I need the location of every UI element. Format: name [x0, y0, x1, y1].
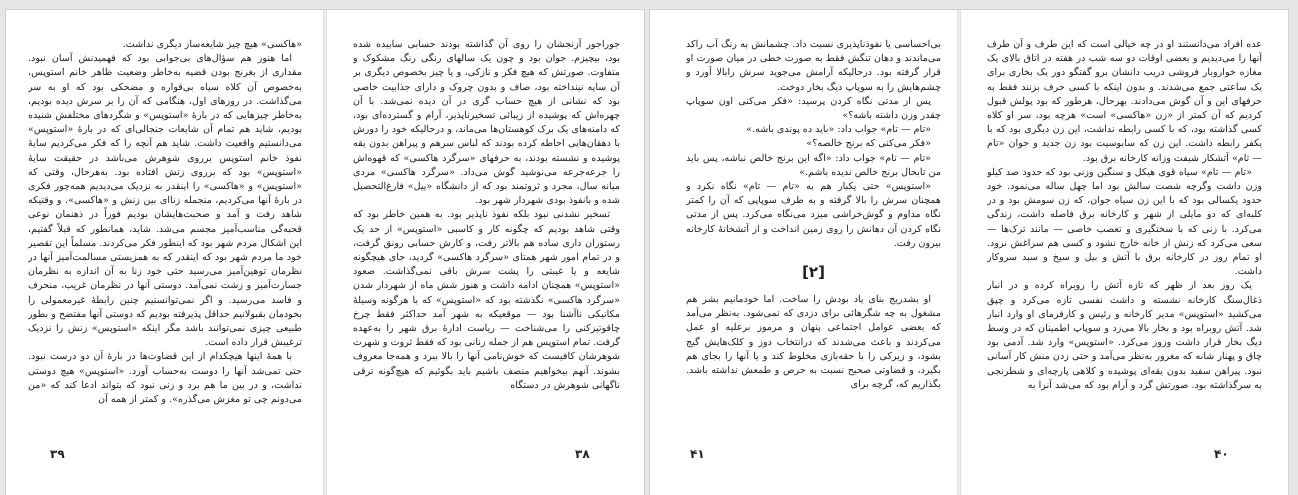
paragraph: اما هنوز هم سؤال‌های بی‌جوابی بود که فهمیدنش آسان نبود. مقداری از بغرنج بودن قضیه به‌خاطر وضعیت ظاهر خانم استوپس، به‌خصوص آن کلاه سیاه بی‌قواره و مضحکی بود که او به سر می‌گذاشت. در روزهای اول، هنگامی که آن را بر سرش دیده بودیم، به‌خاطر چیزهایی که در بارهٔ «استوپس» و شگردهای مختلفش شنیده بودیم، شاید هم تمام آن شایعات جنجالی‌ای که در بارهٔ «استوپس» می‌دانستیم واقعیت داشت. شاید هم آنچه را که فکر می‌کردیم سایهٔ نفوذ خانم استوپس برروی شوهرش می‌باشد در حقیقت سایهٔ «استوپس» بود که برروی زنش افتاده بود. به‌هرحال، وقتی که «استوپس» و «هاکسی» را اینقدر به نزدیک می‌دیدیم همه‌چور فکری در بارهٔ آنها می‌کردیم، منجمله زناای بین زنش و «هاکسی». و وقتیکه شاهد رفت و آمد و صحبت‌هایشان بودیم فوراً در ذهنمان نوعی قحبه‌گی مناسب‌آمیز مجسم می‌شد. شاید، همانطور که قبلاً گفتیم، این اشکال مردم شهر بود که اینطور فکر می‌کردند. مسلماً این تقصیر خود ما مردم شهر بود که اینقدر که به همزیستی مسالمت‌آمیز آنها در نظرمان توهین‌آمیز می‌رسید حتی خود زنا به آن اندازه به نظرمان جسارت‌آمیز و زشت نمی‌آمد. دوستی آنها در نظرمان غریب، منحرف و فاسد می‌رسید. و اگر نمی‌توانستیم چنین رابطهٔ غیرمعمولی را بخودمان بقبولانیم حداقل پذیرفته بودیم که دوستی آنها مفتضح و بطور طبیعی چیزی نمی‌توانند باشد مگر اینکه «استوپس» زنش را نزدیک ترغیبش قرار داده است.: [28, 53, 302, 349]
paragraph: تسخیر نشدنی نبود بلکه نفوذ ناپذیر بود. به همین خاطر بود که وقتی شاهد بودیم که چگونه کار و کاسبی «استوپس» از حد یک رستوران داری ساده هم بالاتر رفت، و کارش حسابی رونق گرفت، و در تمام امور شهر همتای «سرگرد هاکسی» گردید، جای هیچگونه شایعه و یا غیبتی را پشت سرش باقی نمی‌گذاشت. صعود «استوپس» همچنان ادامه داشت و هنوز شش ماه از شهردار شدن «سرگرد هاکسی» نگذشته بود که «استوپس» که با هرگونه وسیلهٔ مکانیکی ناآشنا بود — موقعیکه به شهر آمد حداکثر فقط چرخ چاقوتیزکنی را می‌شناخت — ریاست ادارهٔ برق شهر را به‌عهده گرفت. تمام استوپس هم از جمله زنانی بود که فقط ثروت و شهرت شوهرشان کافیست که خوش‌نامی آنها را بالا ببرد و همه‌جا معروف بشوند. آنهم بیخواهیم منصف باشیم باید بگوئیم که هیچ‌گونه ترقی ناگهانی شوهرش در دستگاه: [353, 209, 620, 391]
page-41: [650, 10, 959, 495]
paragraph: پس از مدتی نگاه کردن پرسید: «فکر می‌کنی اون سوپاپ چقدر وزن داشته باشه؟»: [686, 95, 941, 122]
paragraph: با همهٔ اینها هیچکدام از این قضاوت‌ها در بارهٔ آن دو درست نبود. حتی تمی‌شد آنها را دوست به‌حساب آورد. «استوپس» هیچ دوستی نداشت، و در بین ما هم برد و زنی نبود که بتواند ادعا کند که «من می‌دونم چی تو مغزش می‌گذره». و کمتر از همه آن: [28, 351, 302, 406]
page-number: ۳۹: [50, 447, 65, 461]
paragraph: «فکر می‌کنی که برنج خالصه؟»: [806, 138, 931, 150]
page-number: ۴۰: [1214, 447, 1229, 461]
page-41-text: [686, 38, 941, 445]
page-40-text: [987, 38, 1262, 445]
page-38-text: [353, 38, 620, 445]
page-number: ۳۸: [575, 447, 590, 461]
paragraph: «هاکسی» هیچ چیز شایعه‌ساز دیگری نداشت.: [122, 39, 302, 50]
paragraph: جوراجور آزنجشان را روی آن گذاشته بودند حسابی سابیده شده بود، بیچیزم. جوان بود و چون یک سالهای رنگی رنگ مشکوک و متفاوت. صورتش که هیچ فکر و نازکی، و یا چیز بخصوص دیگری بر آن سایه نینداخته بود، صاف و بدون چروک و دارای جذابیت خاصی بود که نشانی از هیچ حساب گری در آن دیده نمی‌شد. با آن چهره‌اش که پوشیده از زیبائی تسخیرناپذیر، آرام و گسترده‌ای بود، که دامنه‌های یک برک کوهستان‌ها می‌ماند، و درحالیکه خود را دورش با دهقان‌هایی احاطه کرده بودند که لباس سرهم و پیراهن بدون یقه پوشیده و نشسته بودند، به حرفهای «سرگرد هاکسی» که قهوه‌اش را جرعه‌جرعه می‌نوشید گوش می‌داد. «سرگرد هاکسی» مردی میانه سال، مجرد و ثروتمند بود که از دانشگاه «ییل» فارغ‌التحصیل شده و بانفوذ بودی شهردار شهر بود.: [353, 39, 620, 207]
book-spread-left: [6, 10, 644, 495]
paragraph: «استوپس» حتی یکبار هم به «تام — تام» نگاه نکرد و همچنان سرش را بالا گرفته و به طرف سوپاپی که آن را کمتر نگاه مداوم و گوش‌خراشی میزد می‌نگاه می‌کرد. پس از مدتی نگاه کردن آن دهانش را روی زمین انداخت و از آتشخانهٔ کارخانه بیرون رفت.: [686, 181, 941, 249]
paragraph: یک روز بعد از ظهر که تازه آتش را روبراه کرده و در انبار ذغال‌سنگ کارخانه نشسته و داشت نفسی تازه می‌کرد و چپق می‌کشید «استوپس» مدیر کارخانه و رئیس و کارفرمای او وارد انبار شد. آتش روبراه بود و بخار بالا می‌زد و سوپاپ اطمینان که در وسط دیگ بخار قرار داشت وزوز می‌کرد. «استوپس» وارد شد. آدمی بود چاق و پهنار شانه که مغرور به‌نظر می‌آمد و حتی زدن منش کار آسانی نبود. پیراهن سفید بدون یقه‌ای پوشیده و کلاهی پارچه‌ای و شطرنجی به سرگذاشته بود. صورتش گرد و آرام بود که می‌شد آنرا به: [987, 280, 1262, 391]
page-39-text: [28, 38, 302, 445]
page-39: [6, 10, 324, 495]
section-heading: [۲]: [802, 263, 825, 282]
paragraph: عده افراد می‌دانستند او در چه خیالی است که این طرف و آن طرف آنها را می‌دیدیم و بعضی اوقات دو سه شب در هفته در اتاق بالای یک مغازه خواروبار فروشی دریب دانشان برو گفتگو دور یک بخاری برای یک ساعتی جمع می‌شدند. و بدون اینکه با کسی حرف بزنند فقط به حرفهای این و آن گوش می‌دادند. بهرحال، هرطور که بود پولش قبول کردیم که آن کمتر از «زن «هاکسی» است» هرچه بود، سر او کلاه کسی گذاشته بود، که با کسی رابطه نداشت، این زن دیگری بود که با یکفر رابطه داشت. این زن که سابوسیت بود زن جدید و جوان «تام — تام» آتشکار شیفت وزانه کارخانه برق بود.: [987, 39, 1262, 164]
paragraph: بی‌احساسی یا نفوذناپذیری نسبت داد. چشمانش به رنگ آب راکد می‌ماندند و دهان تنگش فقط به صورت خطی در میان صورت او قرار گرفته بود. درحالیکه آرامش می‌جوید سرش رابالا آورد و چشم‌هایش را به سوپاپ دیگ بخار دوخت.: [686, 39, 941, 93]
paragraph: «تام — تام» جواب داد: «باید ده پوندی باشه.»: [746, 124, 931, 136]
page-number: ۴۱: [690, 447, 705, 461]
page-38: [327, 10, 644, 495]
paragraph: «تام — تام» جواب داد: «اگه این برنج خالص نباشه، پس باید من تابحال برنج خالص ندیده باشم.»: [686, 152, 941, 178]
page-40: [961, 10, 1288, 495]
paragraph: او بشدریج بنای یاد بودش را ساخت. اما خودمانیم بشر هم مشغول به چه شگرهائی برای دزدی که نمی‌شود. به‌نظر می‌آمد که بعضی عوامل اجتماعی پنهان و مرموز برعلیه او عمل می‌کردند و باعث می‌شدند که درانتخاب دوز و کلک‌هایش گیج بشود، و زیرکی را با حقه‌بازی مخلوط کند و یا آنها را بجای هم بگیرد، و قضاوتی صحیح نسبت به حرص و طمعش نداشته باشد. بگذاریم که، گرچه برای: [686, 294, 941, 391]
paragraph: «تام — تام» سیاه قوی هیکل و سنگین وزنی بود که حدود صد کیلو وزن داشت وگرچه شصت سالش بود اما چهل ساله می‌نمود. خود حدود یکسالی بود که با این زن سیاه جوان، که زن سومش بود و در کلبه‌ای که دو مایلی از شهر و کارخانه برق فاصله داشت، زندگی می‌کرد. با زنی که با سختگیری و تعصب خاصی — مانند ترک‌ها — سعی می‌کرد که زنش از خانه خارج نشود و کسی هم سراغش نرود. او تمام روز در کارخانه برق با آتش و بیل و سیخ و سبد سروکار داشت.: [987, 166, 1262, 278]
book-spread-right: [650, 10, 1288, 495]
